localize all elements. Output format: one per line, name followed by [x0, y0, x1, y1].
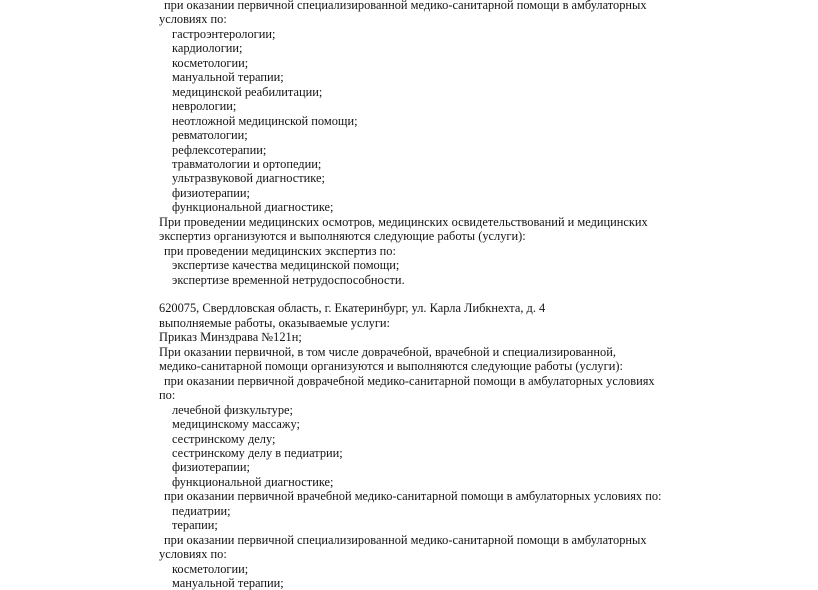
document-line: условиях по: [159, 12, 227, 27]
document-line: мануальной терапии; [172, 576, 284, 590]
document-line: медико-санитарной помощи организуются и выполняются следующие работы (услуги): [159, 359, 623, 374]
document-line: функциональной диагностике; [172, 200, 334, 215]
document-line: при оказании первичной специализированной медико-санитарной помощи в амбулаторных [164, 532, 647, 547]
document-line: экспертизе качества медицинской помощи; [172, 258, 400, 273]
document-line: При оказании первичной, в том числе доврачебной, врачебной и специализированной, [159, 344, 616, 359]
document-line: физиотерапии; [172, 460, 250, 475]
document-line: по: [159, 388, 176, 403]
document-line: кардиологии; [172, 41, 243, 56]
document-line: при оказании первичной врачебной медико-санитарной помощи в амбулаторных условиях по: [164, 489, 662, 504]
document-line: физиотерапии; [172, 185, 250, 200]
document-line: косметологии; [172, 55, 249, 70]
document-line: медицинскому массажу; [172, 417, 300, 431]
document-line: при оказании первичной доврачебной медико-санитарной помощи в амбулаторных условиях [164, 373, 655, 388]
document-line: рефлексотерапии; [172, 142, 267, 157]
document-line: неотложной медицинской помощи; [172, 113, 358, 128]
document-line: травматологии и ортопедии; [172, 156, 322, 171]
document-line: экспертизе временной нетрудоспособности. [172, 272, 405, 287]
document-line: при оказании первичной специализированной медико-санитарной помощи в амбулаторных [164, 0, 647, 12]
document-line: экспертиз организуются и выполняются следующие работы (услуги): [159, 229, 526, 244]
document-line: ревматологии; [172, 128, 248, 142]
document-line: при проведении медицинских экспертиз по: [164, 243, 396, 258]
document-line: условиях по: [159, 547, 227, 562]
document-line: выполняемые работы, оказываемые услуги: [159, 315, 391, 330]
document-line: 620075, Свердловская область, г. Екатеринбург, ул. Карла Либкнехта, д. 4 [159, 301, 546, 316]
document-line: сестринскому делу в педиатрии; [172, 445, 343, 460]
document-line: ультразвуковой диагностике; [172, 171, 325, 186]
document-line: функциональной диагностике; [172, 474, 334, 489]
document-line: гастроэнтерологии; [172, 26, 276, 41]
document-line: терапии; [172, 518, 218, 533]
document-line: педиатрии; [172, 503, 231, 518]
document-line: Приказ Минздрава №121н; [159, 330, 302, 345]
document-line: неврологии; [172, 99, 237, 114]
document-line: косметологии; [172, 561, 249, 576]
document-line: медицинской реабилитации; [172, 84, 323, 99]
document-line: сестринскому делу; [172, 431, 276, 446]
document-line: лечебной физкультуре; [172, 402, 293, 417]
document-line: мануальной терапии; [172, 70, 284, 85]
document-line: При проведении медицинских осмотров, медицинских освидетельствований и медицинских [159, 214, 648, 229]
